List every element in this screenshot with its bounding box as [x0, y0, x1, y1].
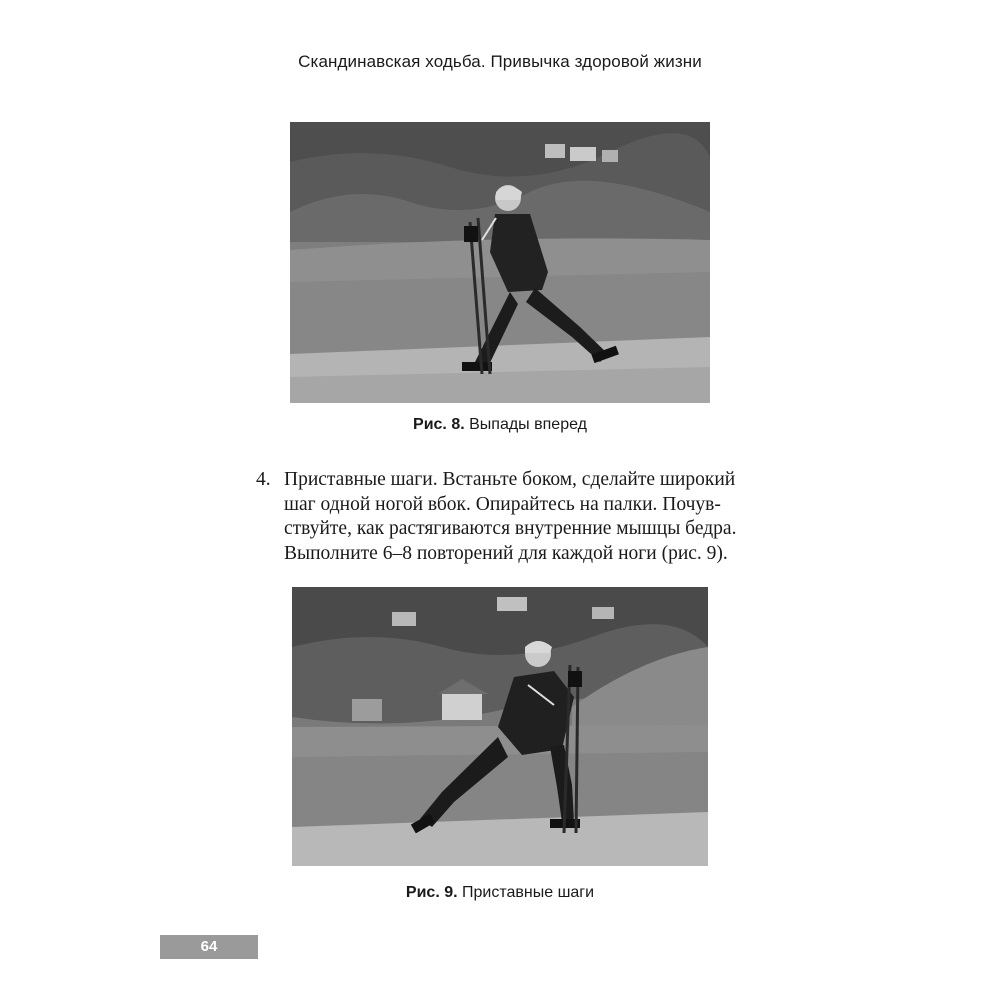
- step-line-3: ствуйте, как растягиваются внутренние мышцы бедра.: [284, 518, 737, 539]
- step-number: 4.: [256, 469, 271, 490]
- figure-8-caption: [0, 416, 1000, 434]
- figure-9-caption: [0, 884, 1000, 902]
- figure-9-photo: [292, 587, 708, 866]
- step-line-4: Выполните 6–8 повторений для каждой ноги (рис. 9).: [284, 542, 728, 564]
- step-line-2: шаг одной ногой вбок. Опирайтесь на палки. Почув-: [284, 493, 721, 515]
- running-title: Скандинавская ходьба. Привычка здоровой жизни: [298, 52, 702, 71]
- figure-8-title: Выпады вперед: [469, 416, 587, 433]
- figure-9-label: Рис. 9.: [405, 884, 458, 901]
- figure-9-title: Приставные шаги: [462, 884, 595, 901]
- page-number: 64: [160, 935, 258, 959]
- figure-8-photo: [290, 122, 710, 403]
- figure-8-label: Рис. 8.: [413, 416, 465, 433]
- step-line-1: Приставные шаги. Встаньте боком, сделайте широкий: [284, 469, 736, 490]
